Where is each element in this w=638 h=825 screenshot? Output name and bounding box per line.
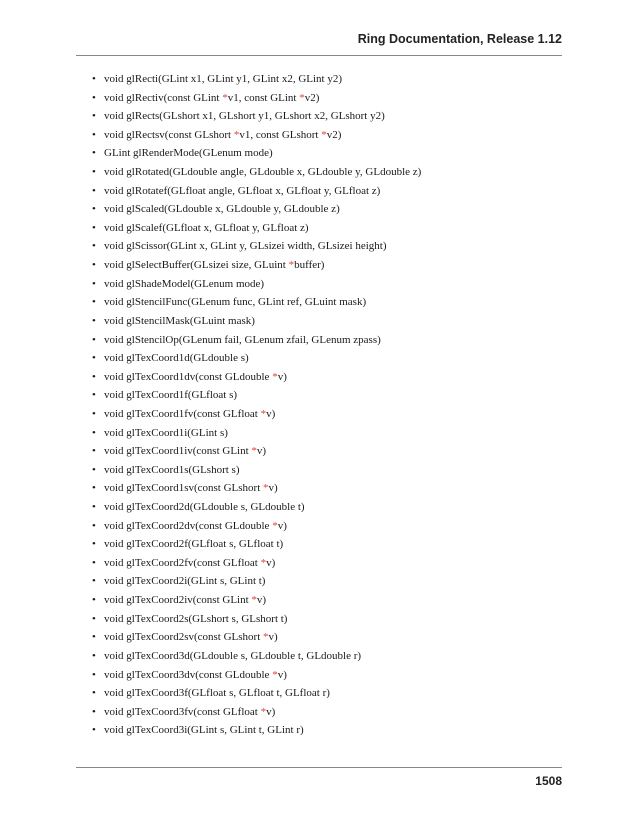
list-item	[92, 647, 421, 666]
list-item	[92, 442, 421, 461]
list-item	[92, 479, 421, 498]
bullet-icon: •	[92, 407, 96, 420]
signature-text: void glTexCoord3dv(const GLdouble	[104, 668, 273, 681]
list-item	[92, 368, 421, 387]
signature-text: void glRotatef(GLfloat angle, GLfloat x, GLfloat y, GLfloat z)	[104, 184, 381, 197]
signature-text: void glTexCoord1d(GLdouble s)	[104, 352, 249, 365]
bullet-icon: •	[92, 426, 96, 439]
function-signature	[104, 706, 275, 718]
bullet-icon: •	[92, 370, 96, 383]
list-item	[92, 554, 421, 573]
bullet-icon: •	[92, 277, 96, 290]
bullet-icon: •	[92, 501, 96, 514]
signature-text: void glTexCoord1f(GLfloat s)	[104, 389, 238, 402]
signature-text: void glTexCoord3f(GLfloat s, GLfloat t, GLfloat r)	[104, 687, 330, 700]
bullet-icon: •	[92, 482, 96, 495]
function-signature	[104, 166, 421, 178]
pointer-star: *	[272, 519, 278, 532]
function-signature	[104, 222, 309, 234]
function-list	[92, 70, 421, 740]
bullet-icon: •	[92, 147, 96, 160]
signature-text: v)	[266, 705, 276, 718]
signature-text: v)	[268, 482, 278, 495]
page-number: 1508	[535, 774, 562, 788]
pointer-star: *	[299, 91, 305, 104]
signature-text: v)	[256, 594, 267, 607]
list-item	[92, 535, 421, 554]
signature-text: void glShadeModel(GLenum mode)	[104, 277, 265, 290]
list-item	[92, 70, 421, 89]
list-item	[92, 219, 421, 238]
signature-text: void glTexCoord1sv(const GLshort	[104, 482, 264, 495]
signature-text: void glRects(GLshort x1, GLshort y1, GLshort x2, GLshort y2)	[104, 110, 385, 123]
list-item	[92, 572, 421, 591]
list-item	[92, 256, 421, 275]
signature-text: void glTexCoord2fv(const GLfloat	[104, 556, 261, 569]
bullet-icon: •	[92, 296, 96, 309]
signature-text: void glTexCoord2s(GLshort s, GLshort t)	[104, 612, 288, 625]
list-item	[92, 200, 421, 219]
bullet-icon: •	[92, 73, 96, 85]
signature-text: void glRotated(GLdouble angle, GLdouble x, GLdouble y, GLdouble z)	[104, 166, 422, 179]
bullet-icon: •	[92, 389, 96, 402]
function-signature	[104, 259, 324, 271]
signature-text: void glTexCoord2sv(const GLshort	[104, 631, 264, 644]
bullet-icon: •	[92, 556, 96, 569]
list-item	[92, 144, 421, 163]
list-item	[92, 89, 421, 108]
function-signature	[104, 538, 283, 550]
signature-text: v)	[266, 407, 276, 420]
bullet-icon: •	[92, 668, 96, 681]
pointer-star: *	[321, 128, 327, 141]
pointer-star: *	[263, 631, 269, 644]
list-item	[92, 610, 421, 629]
function-signature	[104, 650, 361, 662]
function-signature	[104, 669, 287, 681]
bullet-icon: •	[92, 203, 96, 216]
bullet-icon: •	[92, 333, 96, 346]
function-signature	[104, 445, 266, 457]
pointer-star: *	[272, 370, 278, 383]
signature-text: void glTexCoord3fv(const GLfloat	[104, 705, 261, 718]
list-item	[92, 424, 421, 443]
signature-text: void glTexCoord1dv(const GLdouble	[104, 370, 273, 383]
pointer-star: *	[251, 445, 257, 458]
function-signature	[104, 687, 330, 699]
pointer-star: *	[260, 407, 267, 420]
list-item	[92, 331, 421, 350]
pointer-star: *	[263, 482, 269, 495]
bullet-icon: •	[92, 594, 96, 607]
header-rule	[76, 55, 562, 56]
list-item	[92, 107, 421, 126]
signature-text: void glTexCoord1iv(const GLint	[104, 445, 252, 458]
pointer-star: *	[272, 668, 278, 681]
signature-text: void glScaled(GLdouble x, GLdouble y, GLdouble z)	[104, 203, 340, 216]
signature-text: void glStencilFunc(GLenum func, GLint ref, GLuint mask)	[104, 296, 367, 309]
list-item	[92, 666, 421, 685]
signature-text: void glRectsv(const GLshort	[104, 128, 234, 141]
signature-text: v)	[268, 631, 278, 644]
running-header: Ring Documentation, Release 1.12	[357, 32, 562, 46]
list-item	[92, 386, 421, 405]
signature-text: v)	[256, 445, 267, 458]
bullet-icon: •	[92, 110, 96, 123]
signature-text: GLint glRenderMode(GLenum mode)	[104, 147, 273, 160]
signature-text: void glTexCoord3i(GLint s, GLint t, GLint r)	[104, 724, 304, 737]
signature-text: void glTexCoord2f(GLfloat s, GLfloat t)	[104, 538, 284, 551]
signature-text: void glTexCoord2d(GLdouble s, GLdouble t)	[104, 501, 305, 514]
list-item	[92, 721, 421, 740]
list-item	[92, 703, 421, 722]
signature-text: v1, const GLint	[227, 91, 300, 104]
function-signature	[104, 557, 275, 569]
bullet-icon: •	[92, 314, 96, 327]
bullet-icon: •	[92, 184, 96, 197]
function-signature	[104, 408, 275, 420]
signature-text: void glSelectBuffer(GLsizei size, GLuint	[104, 259, 289, 272]
list-item	[92, 182, 421, 201]
function-signature	[104, 334, 381, 346]
function-signature	[104, 464, 240, 476]
signature-text: void glTexCoord1i(GLint s)	[104, 426, 228, 439]
list-item	[92, 349, 421, 368]
function-signature	[104, 389, 237, 401]
list-item	[92, 405, 421, 424]
bullet-icon: •	[92, 687, 96, 700]
function-signature	[104, 315, 255, 327]
function-signature	[104, 631, 278, 643]
function-signature	[104, 129, 341, 141]
signature-text: void glTexCoord2dv(const GLdouble	[104, 519, 273, 532]
bullet-icon: •	[92, 91, 96, 104]
function-signature	[104, 92, 319, 104]
signature-text: void glScissor(GLint x, GLint y, GLsizei width, GLsizei height)	[104, 240, 387, 253]
list-item	[92, 312, 421, 331]
bullet-icon: •	[92, 538, 96, 551]
signature-text: void glTexCoord2i(GLint s, GLint t)	[104, 575, 266, 588]
list-item	[92, 237, 421, 256]
function-signature	[104, 278, 264, 290]
signature-text: v2)	[326, 128, 342, 141]
signature-text: void glStencilOp(GLenum fail, GLenum zfail, GLenum zpass)	[104, 333, 381, 346]
bullet-icon: •	[92, 575, 96, 588]
list-item	[92, 684, 421, 703]
signature-text: void glTexCoord1fv(const GLfloat	[104, 407, 261, 420]
bullet-icon: •	[92, 221, 96, 234]
bullet-icon: •	[92, 649, 96, 662]
signature-text: void glRecti(GLint x1, GLint y1, GLint x2, GLint y2)	[104, 73, 343, 85]
bullet-icon: •	[92, 724, 96, 737]
list-item	[92, 126, 421, 145]
bullet-icon: •	[92, 705, 96, 718]
pointer-star: *	[260, 556, 267, 569]
list-item	[92, 163, 421, 182]
pointer-star: *	[222, 91, 228, 104]
bullet-icon: •	[92, 240, 96, 253]
function-signature	[104, 240, 387, 252]
function-signature	[104, 482, 278, 494]
signature-text: void glRectiv(const GLint	[104, 91, 223, 104]
function-signature	[104, 520, 287, 532]
bullet-icon: •	[92, 519, 96, 532]
signature-text: v2)	[304, 91, 320, 104]
function-signature	[104, 427, 228, 439]
bullet-icon: •	[92, 463, 96, 476]
list-item	[92, 275, 421, 294]
function-signature	[104, 73, 342, 85]
signature-text: void glStencilMask(GLuint mask)	[104, 314, 255, 327]
signature-text: v)	[277, 519, 287, 532]
pointer-star: *	[260, 705, 267, 718]
bullet-icon: •	[92, 631, 96, 644]
signature-text: v)	[277, 668, 287, 681]
function-signature	[104, 352, 249, 364]
signature-text: void glTexCoord2iv(const GLint	[104, 594, 252, 607]
signature-text: void glScalef(GLfloat x, GLfloat y, GLfloat z)	[104, 221, 309, 234]
list-item	[92, 628, 421, 647]
footer-rule	[76, 767, 562, 768]
list-item	[92, 517, 421, 536]
signature-text: void glTexCoord3d(GLdouble s, GLdouble t, GLdouble r)	[104, 649, 362, 662]
bullet-icon: •	[92, 352, 96, 365]
list-item	[92, 498, 421, 517]
function-signature	[104, 185, 380, 197]
pointer-star: *	[288, 259, 295, 272]
list-item	[92, 591, 421, 610]
bullet-icon: •	[92, 128, 96, 141]
bullet-icon: •	[92, 166, 96, 179]
bullet-icon: •	[92, 612, 96, 625]
signature-text: v1, const GLshort	[239, 128, 322, 141]
function-signature	[104, 501, 305, 513]
function-signature	[104, 371, 287, 383]
signature-text: v)	[277, 370, 287, 383]
signature-text: v)	[266, 556, 276, 569]
list-item	[92, 293, 421, 312]
bullet-icon: •	[92, 259, 96, 272]
function-signature	[104, 613, 287, 625]
bullet-icon: •	[92, 445, 96, 458]
signature-text: buffer)	[294, 259, 325, 272]
pointer-star: *	[233, 128, 240, 141]
function-signature	[104, 724, 304, 736]
list-item	[92, 461, 421, 480]
pointer-star: *	[251, 594, 257, 607]
function-signature	[104, 575, 265, 587]
function-signature	[104, 296, 366, 308]
function-signature	[104, 594, 266, 606]
function-signature	[104, 110, 385, 122]
signature-text: void glTexCoord1s(GLshort s)	[104, 463, 240, 476]
function-signature	[104, 147, 273, 159]
function-signature	[104, 203, 340, 215]
